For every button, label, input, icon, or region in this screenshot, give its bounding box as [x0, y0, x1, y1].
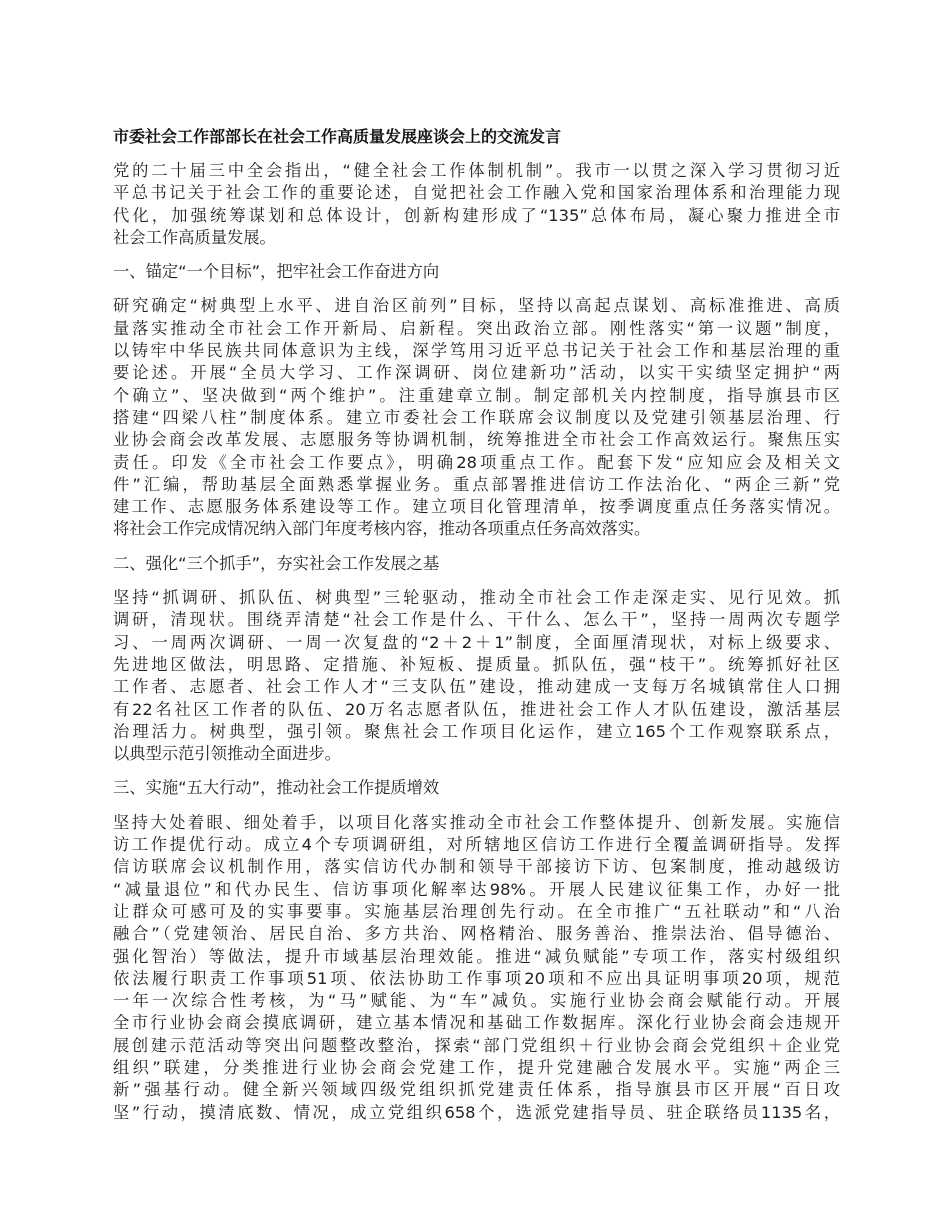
text-line: 治理活力。树典型，强引领。聚焦社会工作项目化运作，建立165个工作观察联系点， — [113, 721, 840, 741]
text-line: 坚持“抓调研、抓队伍、树典型”三轮驱动，推动全市社会工作走深走实、见行见效。抓 — [113, 588, 840, 608]
text-line: 坚持大处着眼、细处着手，以项目化落实推动全市社会工作整体提升、创新发展。实施信 — [113, 812, 840, 832]
text-line: 展创建示范活动等突出问题整改整治，探索“部门党组织＋行业协会商会党组织＋企业党 — [113, 1035, 840, 1055]
text-line: 融合”（党建领治、居民自治、多方共治、网格精治、服务善治、推崇法治、倡导德治、 — [113, 924, 840, 944]
text-line: 坚”行动，摸清底数、情况，成立党组织658个，选派党建指导员、驻企联络员1135名， — [113, 1102, 840, 1122]
text-line: 建工作、志愿服务体系建设等工作。建立项目化管理清单，按季调度重点任务落实情况。 — [113, 497, 840, 517]
text-line: 三、实施“五大行动”，推动社会工作提质增效 — [113, 778, 440, 798]
paragraph — [113, 812, 840, 1124]
text-line: 一、锚定“一个目标”，把牢社会工作奋进方向 — [113, 262, 440, 282]
text-line: 责任。印发《全市社会工作要点》，明确28项重点工作。配套下发“应知应会及相关文 — [113, 452, 840, 472]
text-line: 业协会商会改革发展、志愿服务等协调机制，统筹推进全市社会工作高效运行。聚焦压实 — [113, 430, 840, 450]
text-line: 将社会工作完成情况纳入部门年度考核内容，推动各项重点任务高效落实。 — [113, 519, 651, 539]
text-line: 有22名社区工作者的队伍、20万名志愿者队伍，推进社会工作人才队伍建设，激活基层 — [113, 699, 840, 719]
text-line: 访工作提优行动。成立4个专项调研组，对所辖地区信访工作进行全覆盖调研指导。发挥 — [113, 835, 840, 855]
section-heading — [113, 553, 840, 575]
text-line: 党的二十届三中全会指出，“健全社会工作体制机制”。我市一以贯之深入学习贯彻习近 — [113, 161, 840, 180]
document-title: 市委社会工作部部长在社会工作高质量发展座谈会上的交流发言 — [113, 127, 562, 146]
section-heading — [113, 261, 840, 283]
text-line: 量落实推动全市社会工作开新局、启新程。突出政治立部。刚性落实“第一议题”制度， — [113, 318, 840, 338]
text-line: 新”强基行动。健全新兴领域四级党组织抓党建责任体系，指导旗县市区开展“百日攻 — [113, 1080, 840, 1100]
text-line: 搭建“四梁八柱”制度体系。建立市委社会工作联席会议制度以及党建引领基层治理、行 — [113, 407, 840, 427]
text-line: 件”汇编，帮助基层全面熟悉掌握业务。重点部署推进信访工作法治化、“两企三新”党 — [113, 474, 840, 494]
section-heading — [113, 777, 840, 799]
text-line: 一年一次综合性考核，为“马”赋能、为“车”减负。实施行业协会商会赋能行动。开展 — [113, 991, 840, 1011]
text-line: 调研，清现状。围绕弄清楚“社会工作是什么、干什么、怎么干”，坚持一周两次专题学 — [113, 610, 840, 630]
text-line: 二、强化“三个抓手”，夯实社会工作发展之基 — [113, 553, 440, 573]
text-line: 研究确定“树典型上水平、进自治区前列”目标，坚持以高起点谋划、高标准推进、高质 — [113, 296, 840, 316]
text-line: 代化，加强统筹谋划和总体设计，创新构建形成了“135”总体布局，凝心聚力推进全市 — [113, 205, 840, 225]
text-line: 依法履行职责工作事项51项、依法协助工作事项20项和不应出具证明事项20项，规范 — [113, 968, 840, 988]
text-line: 让群众可感可及的实事要事。实施基层治理创先行动。在全市推广“五社联动”和“八治 — [113, 901, 840, 921]
paragraph — [113, 295, 840, 540]
paragraph — [113, 160, 840, 249]
text-line: 工作者、志愿者、社会工作人才“三支队伍”建设，推动建成一支每万名城镇常住人口拥 — [113, 677, 840, 697]
text-line: 全市行业协会商会摸底调研，建立基本情况和基础工作数据库。深化行业协会商会违规开 — [113, 1013, 840, 1033]
document-body — [113, 160, 840, 1124]
text-line: 平总书记关于社会工作的重要论述，自觉把社会工作融入党和国家治理体系和治理能力现 — [113, 183, 840, 203]
text-line: 社会工作高质量发展。 — [113, 227, 276, 247]
document-page — [113, 125, 840, 1136]
text-line: 以铸牢中华民族共同体意识为主线，深学笃用习近平总书记关于社会工作和基层治理的重 — [113, 341, 840, 361]
text-line: 习、一周两次调研、一周一次复盘的“2＋2＋1”制度，全面厘清现状，对标上级要求、 — [113, 632, 840, 652]
text-line: 要论述。开展“全员大学习、工作深调研、岗位建新功”活动，以实干实绩坚定拥护“两 — [113, 363, 840, 383]
text-line: 个确立”、坚决做到“两个维护”。注重建章立制。制定部机关内控制度，指导旗县市区 — [113, 385, 840, 405]
text-line: “减量退位”和代办民生、信访事项化解率达98%。开展人民建议征集工作，办好一批 — [113, 879, 840, 899]
text-line: 信访联席会议机制作用，落实信访代办制和领导干部接访下访、包案制度，推动越级访 — [113, 857, 840, 877]
text-line: 组织”联建，分类推进行业协会商会党建工作，提升党建融合发展水平。实施“两企三 — [113, 1057, 840, 1077]
text-line: 先进地区做法，明思路、定措施、补短板、提质量。抓队伍，强“枝干”。统筹抓好社区 — [113, 654, 840, 674]
text-line: 强化智治）等做法，提升市域基层治理效能。推进“减负赋能”专项工作，落实村级组织 — [113, 946, 840, 966]
text-line: 以典型示范引领推动全面进步。 — [113, 744, 341, 764]
paragraph — [113, 587, 840, 765]
